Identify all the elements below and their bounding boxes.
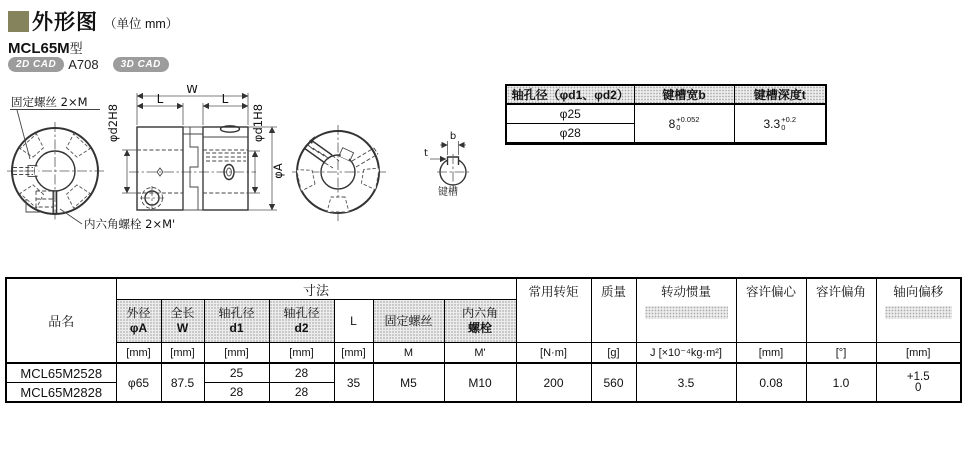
product-name[interactable]: MCL65M2828: [6, 383, 116, 403]
2d-cad-badge[interactable]: 2D CAD: [8, 57, 64, 72]
halftone-strip: [645, 306, 728, 319]
col-keyway-depth: 键槽深度t: [734, 85, 826, 104]
dim-a: φA: [271, 163, 285, 179]
unit-cell: [mm]: [204, 343, 269, 364]
unit-cell: [mm]: [116, 343, 161, 364]
unit-cell: J [×10⁻⁴kg·m²]: [636, 343, 736, 364]
table-row: [6, 363, 961, 383]
header-row-groups: [6, 278, 961, 300]
unit-cell: [°]: [806, 343, 876, 364]
value-d2: 28: [269, 363, 334, 383]
value-outer-dia: φ65: [116, 363, 161, 402]
value-eccentricity: 0.08: [736, 363, 806, 402]
col-axial-displacement: 轴向偏移: [876, 278, 961, 343]
dim-d1: φd1H8: [251, 103, 265, 143]
value-set-screw: M5: [373, 363, 444, 402]
section-marker: [8, 11, 29, 32]
value-inertia: 3.5: [636, 363, 736, 402]
dim-l-right: L: [221, 92, 229, 106]
col-moment-of-inertia: 转动惯量: [636, 278, 736, 343]
value-torque: 200: [516, 363, 591, 402]
dim-b: b: [449, 131, 457, 142]
col-set-screw: 固定螺丝: [373, 300, 444, 343]
col-allowable-angle: 容许偏角: [806, 278, 876, 343]
unit-cell: [mm]: [876, 343, 961, 364]
model-name: [8, 38, 83, 58]
model-suffix: 型: [69, 41, 83, 56]
dim-d2: φd2H8: [106, 103, 120, 143]
keyway-depth-value: 3.3 +0.2 0: [734, 104, 826, 144]
unit-note: （单位 mm）: [104, 17, 179, 31]
value-hex-bolt: M10: [444, 363, 516, 402]
3d-cad-badge[interactable]: 3D CAD: [113, 57, 169, 72]
outline-drawing: [0, 85, 500, 255]
front-view-right: [292, 125, 386, 221]
col-bore-d2: 轴孔径 d2: [269, 300, 334, 343]
page-header: [8, 6, 178, 36]
value-d2: 28: [269, 383, 334, 403]
halftone-strip: [885, 306, 953, 319]
header-row-units: [6, 343, 961, 364]
side-view: [129, 126, 256, 210]
col-bore-d1: 轴孔径 d1: [204, 300, 269, 343]
col-hex-bolt: 内六角 螺栓: [444, 300, 516, 343]
model-code: MCL65M: [8, 40, 70, 57]
col-outer-dia: 外径 φA: [116, 300, 161, 343]
bore-value: φ25: [506, 104, 634, 124]
col-mass: 质量: [591, 278, 636, 343]
keyway-label: 键槽: [438, 187, 458, 198]
cad-badges: [8, 57, 169, 72]
keyway-width-value: 8 +0.052 0: [634, 104, 734, 144]
keyway-detail: [424, 131, 469, 198]
spec-table: [5, 277, 962, 403]
col-bore-diameter: 轴孔径（φd1、φd2）: [506, 85, 634, 104]
page-title: 外形图: [32, 11, 98, 34]
keyway-table-header: [506, 85, 826, 104]
dim-l-left: L: [156, 92, 164, 106]
dim-t: t: [424, 148, 428, 159]
unit-cell: [N·m]: [516, 343, 591, 364]
value-axial: +1.5 0: [876, 363, 961, 402]
col-rated-torque: 常用转矩: [516, 278, 591, 343]
product-name[interactable]: MCL65M2528: [6, 363, 116, 383]
hex-bolt-label: 内六角螺栓 2×M': [84, 217, 176, 231]
unit-cell: [mm]: [736, 343, 806, 364]
value-d1: 25: [204, 363, 269, 383]
front-view-left: [7, 122, 104, 221]
dim-w: W: [186, 85, 198, 96]
value-angle: 1.0: [806, 363, 876, 402]
value-total-length: 87.5: [161, 363, 204, 402]
col-product-name: 品名: [6, 278, 116, 363]
value-l: 35: [334, 363, 373, 402]
unit-cell: [mm]: [334, 343, 373, 364]
unit-cell: M': [444, 343, 516, 364]
value-d1: 28: [204, 383, 269, 403]
unit-cell: M: [373, 343, 444, 364]
bore-value: φ28: [506, 124, 634, 144]
value-mass: 560: [591, 363, 636, 402]
unit-cell: [mm]: [269, 343, 334, 364]
unit-cell: [mm]: [161, 343, 204, 364]
col-total-length: 全长 W: [161, 300, 204, 343]
dimensions: [106, 85, 285, 210]
col-l: L: [334, 300, 373, 343]
keyway-table-row: [506, 104, 826, 124]
set-screw-label: 固定螺丝 2×M: [11, 95, 88, 109]
col-group-dimensions: 寸法: [116, 278, 516, 300]
cad-code[interactable]: A708: [68, 57, 99, 72]
unit-cell: [g]: [591, 343, 636, 364]
keyway-table: [505, 84, 827, 145]
col-keyway-width: 键槽宽b: [634, 85, 734, 104]
col-allowable-eccentricity: 容许偏心: [736, 278, 806, 343]
